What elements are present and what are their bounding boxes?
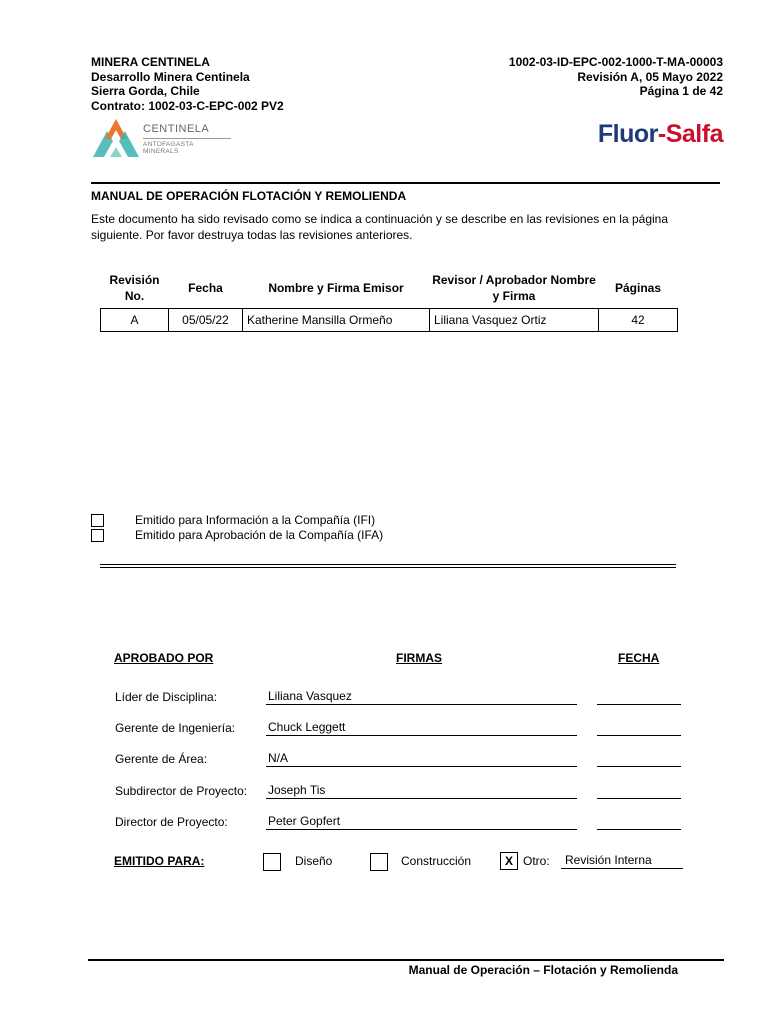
revision-table-header (101, 268, 678, 309)
project-name: Desarrollo Minera Centinela (91, 69, 250, 84)
approver-label-engineering-manager: Gerente de Ingeniería: (115, 721, 236, 735)
cell-pages: 42 (599, 309, 678, 332)
footer-divider (88, 959, 724, 961)
signature-deputy-director: Joseph Tis (266, 783, 577, 799)
design-checkbox[interactable] (263, 853, 281, 871)
date-discipline-lead (597, 689, 681, 705)
centinela-logo-name: CENTINELA (143, 123, 210, 135)
header-company-block (91, 55, 284, 113)
construction-checkbox[interactable] (370, 853, 388, 871)
page-number: Página 1 de 42 (639, 84, 723, 98)
salfa-logo-text: -Salfa (657, 120, 723, 148)
ifa-checkbox[interactable] (91, 529, 104, 542)
contract-number: Contrato: 1002-03-C-EPC-002 PV2 (91, 98, 284, 113)
other-label: Otro: (523, 854, 550, 868)
centinela-mountain-icon (91, 117, 141, 161)
footer-text: Manual de Operación – Flotación y Remolienda (408, 963, 678, 977)
approver-label-deputy-director: Subdirector de Proyecto: (115, 784, 248, 798)
date-area-manager (597, 751, 681, 767)
col-reviewer: Revisor / Aprobador Nombre y Firma (432, 273, 596, 303)
other-value: Revisión Interna (561, 853, 683, 869)
document-code: 1002-03-ID-EPC-002-1000-T-MA-00003 (508, 55, 723, 69)
col-date: Fecha (188, 281, 223, 295)
signature-project-director: Peter Gopfert (266, 814, 577, 830)
location: Sierra Gorda, Chile (91, 84, 200, 98)
cell-reviewer: Liliana Vasquez Ortiz (430, 309, 599, 332)
revision-date: Revisión A, 05 Mayo 2022 (577, 69, 723, 84)
date-deputy-director (597, 783, 681, 799)
company-name: MINERA CENTINELA (91, 55, 210, 69)
date-project-director (597, 814, 681, 830)
issued-for-label: EMITIDO PARA: (114, 854, 205, 868)
ifi-checkbox[interactable] (91, 514, 104, 527)
approver-label-area-manager: Gerente de Área: (115, 752, 208, 766)
fluor-logo-text: Fluor (597, 120, 658, 148)
signature-discipline-lead: Liliana Vasquez (266, 689, 577, 705)
approver-label-project-director: Director de Proyecto: (115, 815, 228, 829)
signatures-header: FIRMAS (396, 651, 442, 665)
approved-by-header: APROBADO POR (114, 651, 214, 665)
table-row (101, 309, 678, 332)
header-doc-block (509, 55, 723, 99)
col-pages: Páginas (614, 281, 662, 295)
header-divider (91, 182, 720, 184)
centinela-logo-sub: ANTOFAGASTA MINERALS (143, 138, 231, 155)
document-title: MANUAL DE OPERACIÓN FLOTACIÓN Y REMOLIENDA (91, 189, 407, 203)
col-revision: Revisión No. (109, 273, 160, 303)
cell-revision: A (101, 309, 169, 332)
cell-date: 05/05/22 (169, 309, 243, 332)
revision-table (100, 268, 678, 332)
ifa-label: Emitido para Aprobación de la Compañía (IFA) (135, 528, 384, 542)
design-label: Diseño (295, 854, 333, 868)
section-divider (100, 564, 676, 568)
signature-area-manager: N/A (266, 751, 577, 767)
issue-option-ifi[interactable] (91, 513, 375, 527)
centinela-logo (91, 117, 241, 163)
date-engineering-manager (597, 720, 681, 736)
other-checkbox[interactable]: X (500, 852, 518, 870)
date-header: FECHA (618, 651, 660, 665)
col-issuer: Nombre y Firma Emisor (268, 281, 404, 295)
ifi-label: Emitido para Información a la Compañía (IFI) (135, 513, 376, 527)
approver-label-discipline-lead: Líder de Disciplina: (115, 690, 218, 704)
issue-option-ifa[interactable] (91, 528, 383, 542)
construction-label: Construcción (401, 854, 472, 868)
cell-issuer: Katherine Mansilla Ormeño (243, 309, 430, 332)
fluor-salfa-logo (598, 120, 723, 149)
document-intro: Este documento ha sido revisado como se indica a continuación y se describe en las revisiones en la página siguiente. Por favor destruya todas las revisiones anteriores. (91, 212, 669, 242)
signature-engineering-manager: Chuck Leggett (266, 720, 577, 736)
